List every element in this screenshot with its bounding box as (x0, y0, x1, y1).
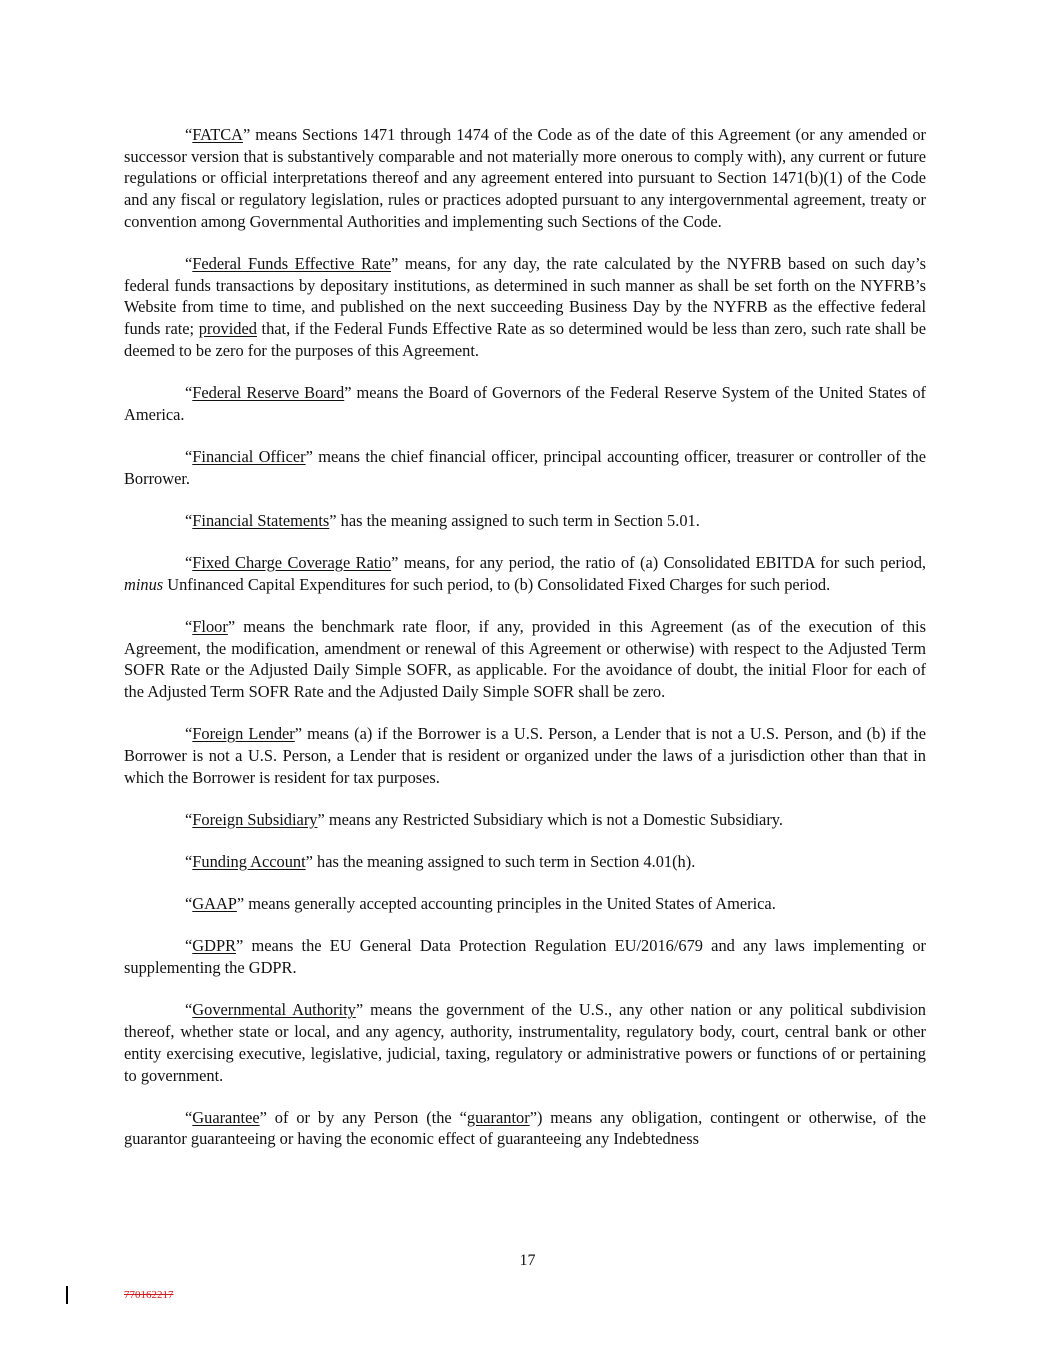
definition-funding-account: “Funding Account” has the meaning assigned to such term in Section 4.01(h). (185, 852, 696, 872)
defined-term: Foreign Subsidiary (192, 809, 318, 829)
defined-term: Governmental Authority (192, 1000, 356, 1020)
document-body (124, 124, 926, 1150)
defined-term: Funding Account (192, 852, 306, 872)
definition-fixed-charge-coverage-ratio: “Fixed Charge Coverage Ratio” means, for any period, the ratio of (a) Consolidated EBITDA for such period, minus Unfinanced Capital Expenditures for such period, to (b) Consolidated Fixed Charges for such period. (124, 553, 926, 594)
defined-term: Financial Officer (192, 446, 306, 466)
page-number: 17 (519, 1252, 536, 1269)
defined-term: Federal Reserve Board (192, 383, 345, 403)
defined-term: Fixed Charge Coverage Ratio (192, 553, 392, 573)
change-bar (66, 1286, 68, 1304)
italic-word: minus (124, 574, 164, 594)
definition-fatca: “FATCA” means Sections 1471 through 1474 of the Code as of the date of this Agreement (or any amended or successor version that is substantively comparable and not materially more onerous to comply with), any current or future regulations or official interpretations thereof and any agreement entered into pursuant to Section 1471(b)(1) of the Code and any fiscal or regulatory legislation, rules or practices adopted pursuant to any intergovernmental agreement, treaty or convention among Governmental Authorities and implementing such Sections of the Code. (124, 125, 926, 231)
definition-governmental-authority: “Governmental Authority” means the government of the U.S., any other nation or any political subdivision thereof, whether state or local, and any agency, authority, instrumentality, regulatory body, court, central bank or other entity exercising executive, legislative, judicial, taxing, regulatory or administrative powers or functions of or pertaining to government. (124, 1000, 926, 1085)
definition-financial-officer: “Financial Officer” means the chief financial officer, principal accounting officer, treasurer or controller of the Borrower. (124, 446, 927, 488)
definition-financial-statements: “Financial Statements” has the meaning assigned to such term in Section 5.01. (185, 510, 700, 530)
defined-term: Foreign Lender (192, 724, 295, 744)
definition-floor: “Floor” means the benchmark rate floor, if any, provided in this Agreement (as of the execution of this Agreement, the modification, amendment or renewal of this Agreement or otherwise) with respect to the Adjusted Term SOFR Rate or the Adjusted Daily Simple SOFR, as applicable. For the avoidance of doubt, the initial Floor for each of the Adjusted Term SOFR Rate and the Adjusted Daily Simple SOFR shall be zero. (124, 616, 926, 702)
definition-foreign-subsidiary: “Foreign Subsidiary” means any Restricted Subsidiary which is not a Domestic Subsidiary. (185, 809, 784, 829)
defined-term: Financial Statements (192, 510, 330, 530)
defined-term: FATCA (192, 125, 243, 144)
definition-guarantee: “Guarantee” of or by any Person (the “guarantor”) means any obligation, contingent or otherwise, of the guarantor guaranteeing or having the economic effect of guaranteeing any Indebtedness (124, 1107, 926, 1149)
defined-term: Guarantee (192, 1107, 260, 1127)
definition-gaap: “GAAP” means generally accepted accounting principles in the United States of America. (185, 894, 776, 914)
defined-term: Floor (192, 616, 228, 636)
defined-term: GAAP (192, 894, 237, 914)
definition-federal-reserve-board: “Federal Reserve Board” means the Board of Governors of the Federal Reserve System of the United States of America. (124, 383, 926, 424)
underlined-word: guarantor (466, 1107, 530, 1127)
underlined-word: provided (198, 319, 257, 339)
definition-foreign-lender: “Foreign Lender” means (a) if the Borrower is a U.S. Person, a Lender that is not a U.S. Person, and (b) if the Borrower is not a U.S. Person, a Lender that is resident or organized under the laws of a jurisdiction other than that in which the Borrower is resident for tax purposes. (124, 724, 927, 787)
definition-gdpr: “GDPR” means the EU General Data Protection Regulation EU/2016/679 and any laws implementing or supplementing the GDPR. (124, 936, 926, 978)
definition-federal-funds-effective-rate: “Federal Funds Effective Rate” means, for any day, the rate calculated by the NYFRB based on such day’s federal funds transactions by depositary institutions, as determined in such manner as shall be set forth on the NYFRB’s Website from time to time, and published on the next succeeding Business Day by the NYFRB as the effective federal funds rate; provided that, if the Federal Funds Effective Rate as so determined would be less than zero, such rate shall be deemed to be zero for the purposes of this Agreement. (124, 254, 927, 360)
defined-term: Federal Funds Effective Rate (192, 254, 391, 274)
defined-term: GDPR (192, 936, 237, 956)
document-id: 770162217 (124, 1289, 174, 1301)
